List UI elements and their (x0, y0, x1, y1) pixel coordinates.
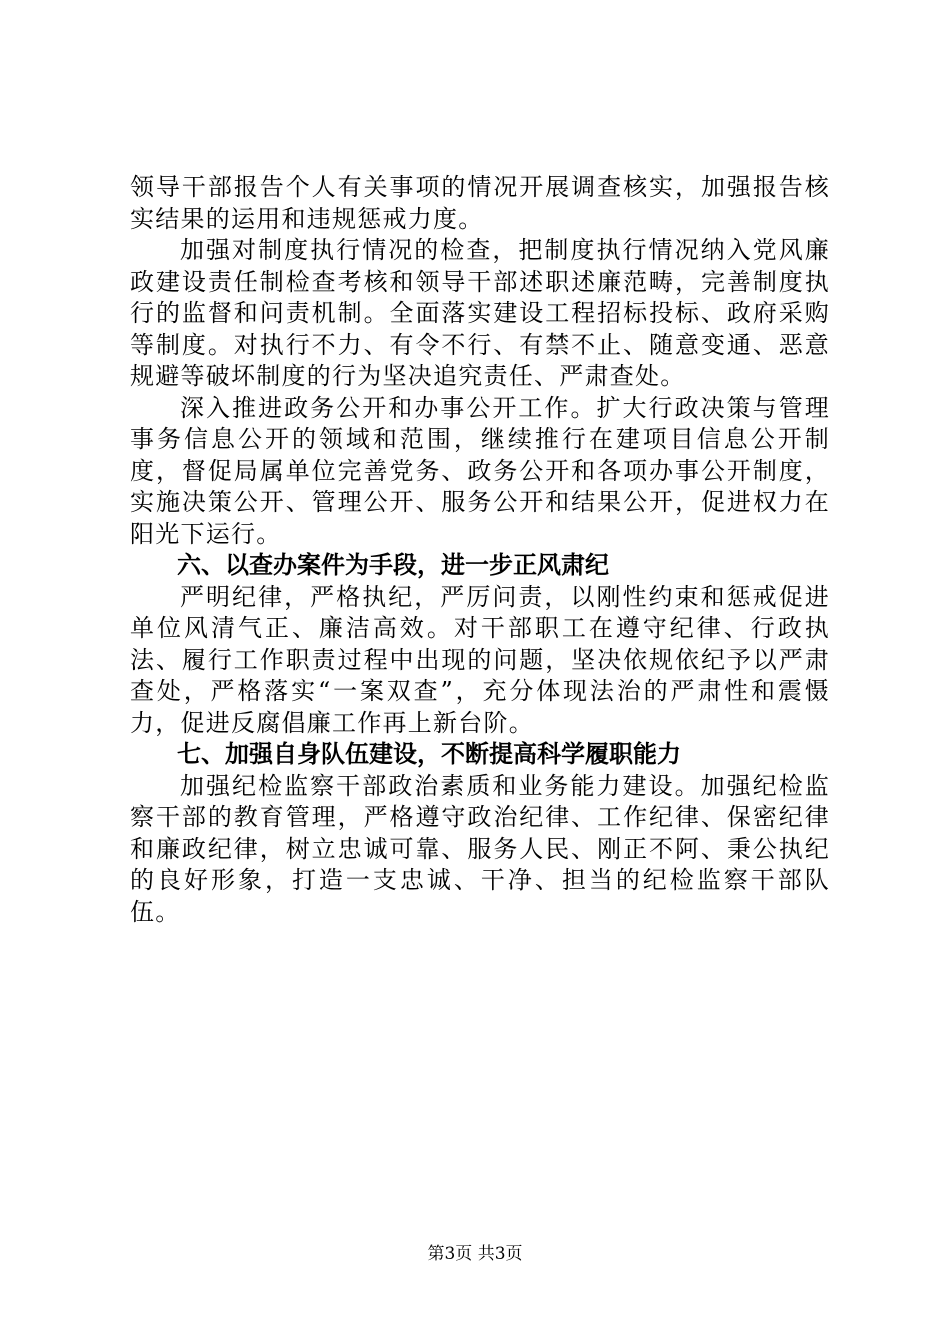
paragraph-4: 严明纪律，严格执纪，严厉问责，以刚性约束和惩戒促进单位风清气正、廉洁高效。对干部职工在遵守纪律、行政执法、履行工作职责过程中出现的问题，坚决依规依纪予以严肃查处，严格落实“一案双查”，充分体现法治的严肃性和震慑力，促进反腐倡廉工作再上新台阶。 (130, 582, 830, 737)
document-body (130, 172, 830, 928)
page-number-footer: 第3页 共3页 (427, 1244, 523, 1264)
section-heading-7: 七、加强自身队伍建设，不断提高科学履职能力 (177, 740, 681, 768)
paragraph-3: 深入推进政务公开和办事公开工作。扩大行政决策与管理事务信息公开的领域和范围，继续推行在建项目信息公开制度，督促局属单位完善党务、政务公开和各项办事公开制度，实施决策公开、管理公开、服务公开和结果公开，促进权力在阳光下运行。 (130, 393, 830, 548)
section-heading-6: 六、以查办案件为手段，进一步正风肃纪 (177, 551, 609, 579)
paragraph-2: 加强对制度执行情况的检查，把制度执行情况纳入党风廉政建设责任制检查考核和领导干部述职述廉范畴，完善制度执行的监督和问责机制。全面落实建设工程招标投标、政府采购等制度。对执行不力、有令不行、有禁不止、随意变通、恶意规避等破坏制度的行为坚决追究责任、严肃查处。 (130, 236, 830, 390)
paragraph-1: 领导干部报告个人有关事项的情况开展调查核实，加强报告核实结果的运用和违规惩戒力度。 (130, 173, 830, 233)
paragraph-5: 加强纪检监察干部政治素质和业务能力建设。加强纪检监察干部的教育管理，严格遵守政治纪律、工作纪律、保密纪律和廉政纪律，树立忠诚可靠、服务人民、刚正不阿、秉公执纪的良好形象，打造一支忠诚、干净、担当的纪检监察干部队伍。 (130, 771, 830, 926)
